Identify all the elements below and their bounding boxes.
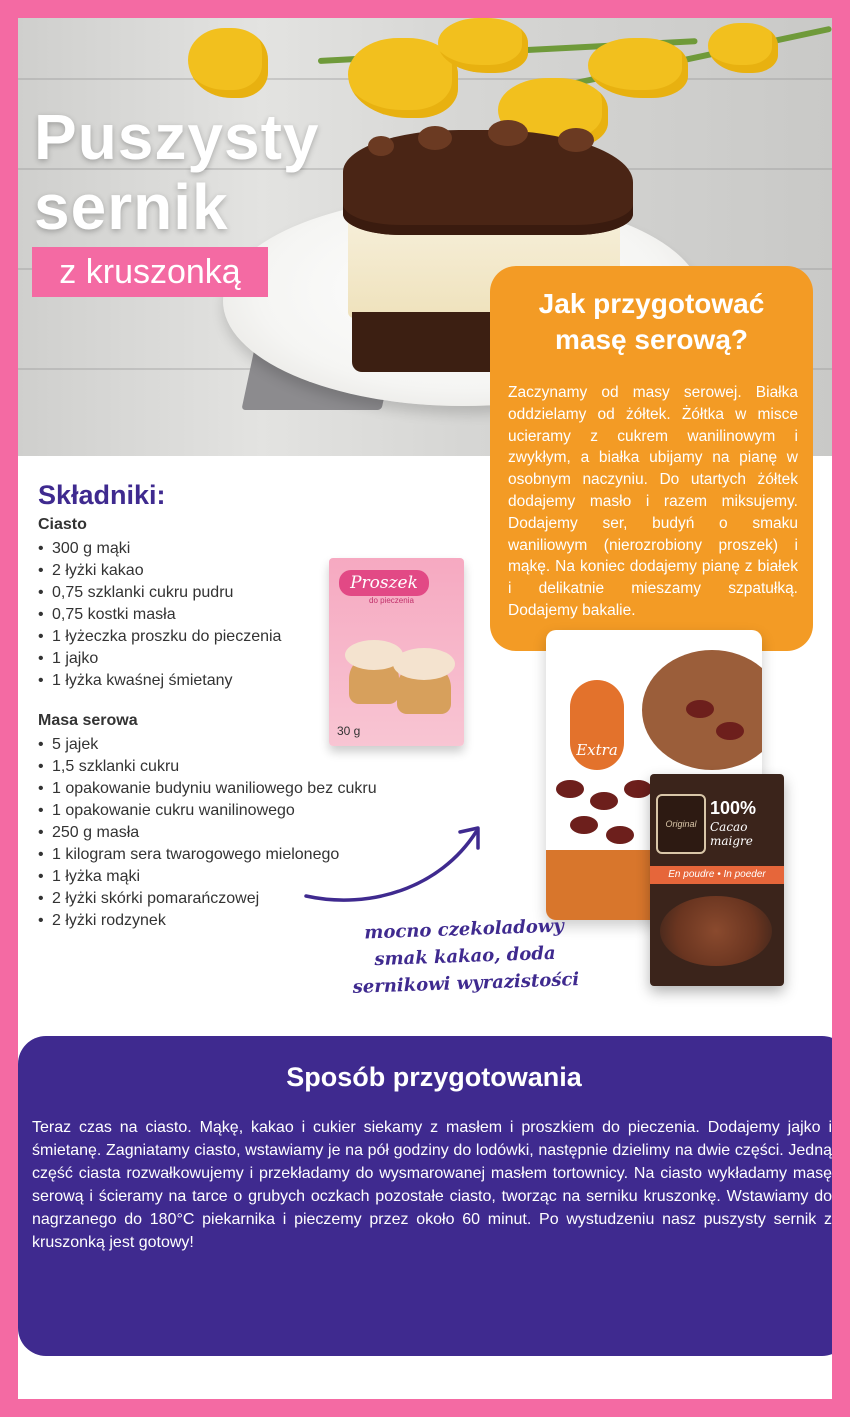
cacao-powder-image xyxy=(660,896,772,966)
note-line-1: mocno czekoladowy xyxy=(363,915,565,944)
ingredient-item: • 1 łyżka kwaśnej śmietany xyxy=(38,670,281,692)
baking-powder-weight: 30 g xyxy=(337,724,361,738)
cake-crumb xyxy=(368,136,394,156)
ingredient-item: • 1 kilogram sera twarogowego mielonego xyxy=(38,844,377,866)
title-line-2: sernik xyxy=(34,171,229,243)
date-fruit xyxy=(686,700,714,718)
daffodil-flower xyxy=(588,38,688,98)
cheese-mass-title-line-2: masę serową? xyxy=(555,324,748,355)
cacao-package xyxy=(650,774,784,986)
baking-powder-sub: do pieczenia xyxy=(369,596,414,605)
cacao-name: Cacao maigre xyxy=(710,820,753,848)
ingredient-item: • 0,75 kostki masła xyxy=(38,604,281,626)
cacao-band: En poudre • In poeder xyxy=(650,866,784,884)
cake-crumb xyxy=(488,120,528,146)
recipe-title xyxy=(34,102,319,242)
ingredient-item: • 300 g mąki xyxy=(38,538,281,560)
ingredient-item: • 1 łyżka mąki xyxy=(38,866,377,888)
title-line-1: Puszysty xyxy=(34,101,320,173)
ingredient-list-dough xyxy=(38,538,281,692)
date-fruit xyxy=(606,826,634,844)
cheese-mass-title xyxy=(490,286,813,358)
ingredient-item: • 0,75 szklanki cukru pudru xyxy=(38,582,281,604)
ingredient-item: • 1 opakowanie cukru wanilinowego xyxy=(38,800,377,822)
cheese-mass-text: Zaczynamy od masy serowej. Białka oddzielamy od żółtek. Żółtka w misce ucieramy z cukrem wanilinowym i zwykłym, a białka ubijamy na pianę w osobnym naczyniu. Do utartych żółtek dodajemy masło i razem miksujemy. Dodajemy ser, budyń o smaku waniliowym (nierozrobiony proszek) i mąkę. Na koniec dodajemy pianę z białek i delikatnie mieszamy szpatułką. Dodajemy bakalie. xyxy=(508,384,798,619)
cacao-percent: 100% xyxy=(710,798,757,818)
recipe-subtitle: z kruszonką xyxy=(32,247,268,297)
ingredient-item: • 1 jajko xyxy=(38,648,281,670)
ingredient-item: • 2 łyżki kakao xyxy=(38,560,281,582)
date-fruit xyxy=(570,816,598,834)
ingredient-group-cheese: Masa serowa xyxy=(38,712,138,729)
daffodil-flower xyxy=(188,28,268,98)
date-fruit xyxy=(716,722,744,740)
ingredient-item: • 1,5 szklanki cukru xyxy=(38,756,377,778)
date-fruit xyxy=(590,792,618,810)
ingredient-item: • 1 łyżeczka proszku do pieczenia xyxy=(38,626,281,648)
daffodil-flower xyxy=(708,23,778,73)
ingredient-item: • 2 łyżki rodzynek xyxy=(38,910,377,932)
muffin-icing xyxy=(393,648,455,680)
baking-powder-brand: Proszek xyxy=(339,570,429,596)
curved-arrow-icon xyxy=(300,818,500,918)
cake-crumb xyxy=(558,128,594,152)
cacao-note xyxy=(349,912,582,1001)
extra-brand-logo: Extra xyxy=(570,680,624,770)
ingredient-item: • 2 łyżki skórki pomarańczowej xyxy=(38,888,377,910)
ingredient-item: • 250 g masła xyxy=(38,822,377,844)
date-fruit xyxy=(556,780,584,798)
cake-crumb xyxy=(418,126,452,150)
ingredient-group-dough: Ciasto xyxy=(38,516,87,533)
ingredient-item: • 5 jajek xyxy=(38,734,377,756)
method-text: Teraz czas na ciasto. Mąkę, kakao i cukier siekamy z masłem i proszkiem do pieczenia. Dodajemy jajko i śmietanę. Zagniatamy ciasto, wstawiamy je na pół godziny do lodówki, następnie dzielimy na dwie części. Jedną część ciasta rozwałkowujemy i przekładamy do wysmarowanej masłem tortownicy. Na ciasto wykładamy masę serową i ścieramy na tarce o grubych oczkach pozostałe ciasto, tworząc na serniku kruszonkę. Wstawiamy do nagrzanego do 180°C piekarnika i pieczemy przez około 60 minut. Po wystudzeniu nasz puszysty sernik z kruszonką jest gotowy! xyxy=(32,1119,832,1251)
note-line-3: sernikowi wyrazistości xyxy=(352,969,580,998)
note-line-2: smak kakao, doda xyxy=(374,942,556,971)
cheese-mass-box xyxy=(490,266,813,651)
recipe-page xyxy=(18,18,832,1399)
method-title: Sposób przygotowania xyxy=(286,1062,582,1092)
method-box xyxy=(18,1036,832,1356)
cacao-original-tag: Original xyxy=(656,794,706,854)
cheese-mass-title-line-1: Jak przygotować xyxy=(538,288,765,319)
date-fruit xyxy=(624,780,652,798)
ingredient-item: • 1 opakowanie budyniu waniliowego bez cukru xyxy=(38,778,377,800)
baking-powder-package xyxy=(329,558,464,746)
ingredients-title: Składniki: xyxy=(38,480,166,510)
